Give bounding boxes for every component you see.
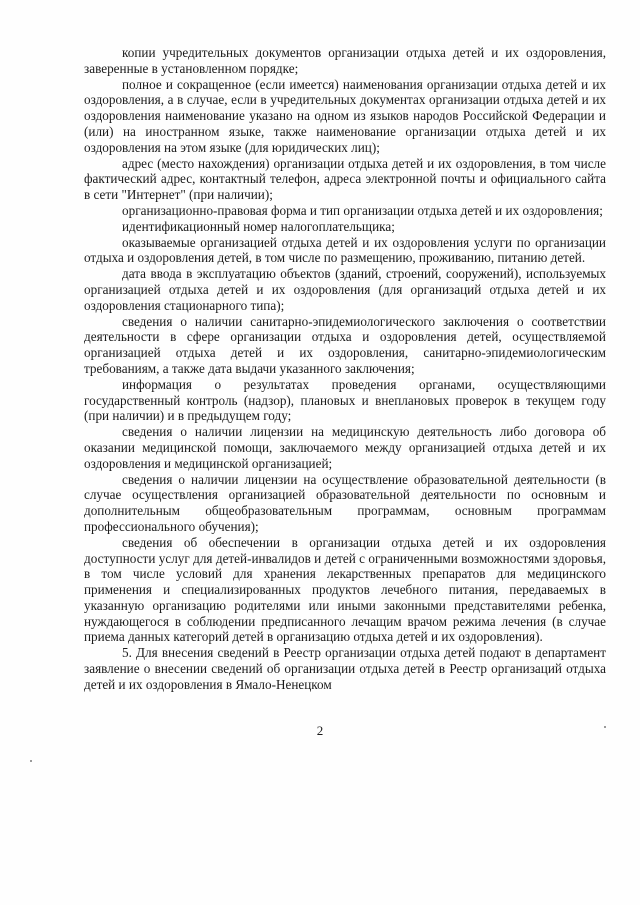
page-number: 2 [316,723,324,738]
paragraph: идентификационный номер налогоплательщика; [122,218,395,234]
paragraph-section-5: 5. Для внесения сведений в Реестр организации отдыха детей подают в департамент заявление о внесении сведений об организации отдыха детей в Реестр организаций отдыха детей и их оздоровления в Ямало-Ненецком [84,645,606,692]
paragraph: адрес (место нахождения) организации отдыха детей и их оздоровления, в том числе фактический адрес, контактный телефон, адреса электронной почты и официального сайта в сети "Интернет" (при наличии); [84,155,606,203]
scan-speck [604,726,606,728]
paragraph: организационно-правовая форма и тип организации отдыха детей и их оздоровления; [122,202,603,218]
paragraph: дата ввода в эксплуатацию объектов (зданий, строений, сооружений), используемых организацией отдыха детей и их оздоровления (для организаций отдыха детей и их оздоровления стационарного типа); [84,266,606,313]
paragraph: информация о результатах проведения органами, осуществляющими государственный контроль (надзор), плановых и внеплановых проверок в текущем году (при наличии) и в предыдущем году; [84,376,606,424]
paragraph: сведения об обеспечении в организации отдыха детей и их оздоровления доступности услуг для детей-инвалидов и детей с ограниченными возможностями здоровья, в том числе условий для хранения лекарственных препаратов для медицинского применения и специализированных продуктов лечебного питания, передаваемых в указанную организацию родителями или иными законными представителями ребенка, нуждающегося в соблюдении предписанного лечащим врачом режима лечения (в случае приема данных категорий детей в организацию отдыха детей и их оздоровления). [84,534,606,645]
paragraph: полное и сокращенное (если имеется) наименования организации отдыха детей и их оздоровления, а в случае, если в учредительных документах организации отдыха детей и их оздоровления наименование указано на одном из языков народов Российской Федерации и (или) на иностранном языке, также наименование организации отдыха детей и их оздоровления на этом языке (для юридических лиц); [84,76,606,155]
paragraph: сведения о наличии санитарно-эпидемиологического заключения о соответствии деятельности в сфере организации отдыха и оздоровления детей, осуществляемой организацией отдыха детей и их оздоровления, санитарно-эпидемиологическим требованиям, а также дата выдачи указанного заключения; [84,313,606,376]
paragraph: сведения о наличии лицензии на осуществление образовательной деятельности (в случае осуществления организацией образовательной деятельности по основным и дополнительным общеобразовательным программам, основным программам профессионального обучения); [84,471,606,534]
paragraph: оказываемые организацией отдыха детей и их оздоровления услуги по организации отдыха и оздоровления детей, в том числе по размещению, проживанию, питанию детей. [84,234,606,266]
document-body [84,45,606,693]
paragraph: сведения о наличии лицензии на медицинскую деятельность либо договора об оказании медицинской помощи, заключаемого между организацией отдыха детей и их оздоровления и медицинской организацией; [84,424,606,471]
scan-speck [30,760,32,762]
paragraph: копии учредительных документов организации отдыха детей и их оздоровления, заверенные в установленном порядке; [84,45,606,76]
